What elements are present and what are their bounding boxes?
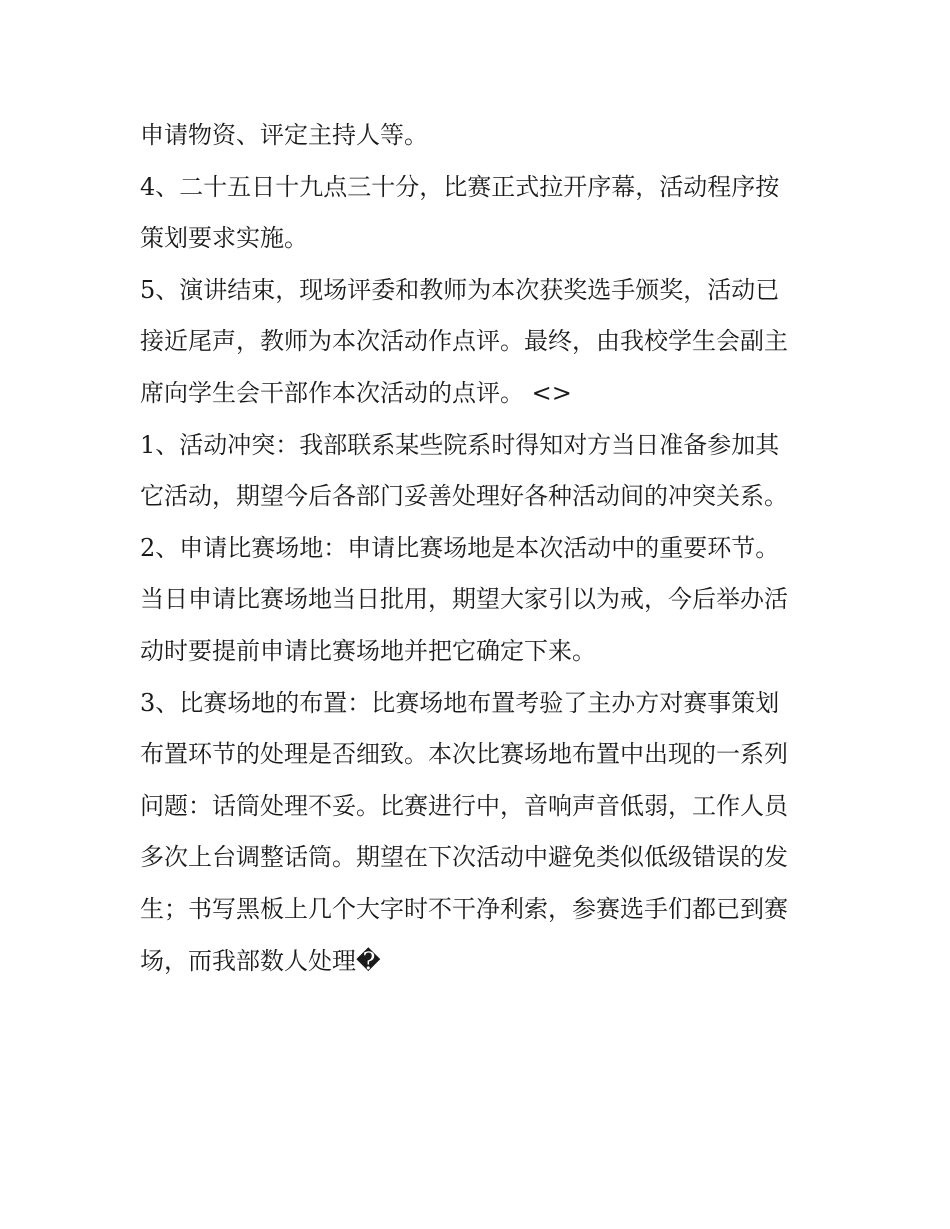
text-line: 策划要求实施。 <box>140 224 308 253</box>
text-line: 4、二十五日十九点三十分，比赛正式拉开序幕，活动程序按 <box>140 172 780 201</box>
text-line: 当日申请比赛场地当日批用，期望大家引以为戒，今后举办活 <box>140 585 788 614</box>
text-line: 多次上台调整话筒。期望在下次活动中避免类似低级错误的发 <box>140 843 788 872</box>
text-line: 问题：话筒处理不妥。比赛进行中，音响声音低弱，工作人员 <box>140 791 788 820</box>
text-line: 3、比赛场地的布置：比赛场地布置考验了主办方对赛事策划 <box>140 688 780 717</box>
text-line: 布置环节的处理是否细致。本次比赛场地布置中出现的一系列 <box>140 740 788 769</box>
text-line: 1、活动冲突：我部联系某些院系时得知对方当日准备参加其 <box>140 430 780 459</box>
document-body <box>140 110 820 987</box>
text-line: 2、申请比赛场地：申请比赛场地是本次活动中的重要环节。 <box>140 533 780 562</box>
text-line: 席向学生会干部作本次活动的点评。 <> <box>140 378 572 407</box>
text-line: 申请物资、评定主持人等。 <box>140 121 428 149</box>
text-line: 它活动，期望今后各部门妥善处理好各种活动间的冲突关系。 <box>140 482 788 511</box>
text-line: 5、演讲结束，现场评委和教师为本次获奖选手颁奖，活动已 <box>140 275 780 304</box>
text-line: 接近尾声，教师为本次活动作点评。最终，由我校学生会副主 <box>140 327 788 356</box>
text-line: 场，而我部数人处理� <box>140 946 381 975</box>
text-line: 动时要提前申请比赛场地并把它确定下来。 <box>140 636 596 665</box>
text-line: 生；书写黑板上几个大字时不干净利索，参赛选手们都已到赛 <box>140 894 788 923</box>
